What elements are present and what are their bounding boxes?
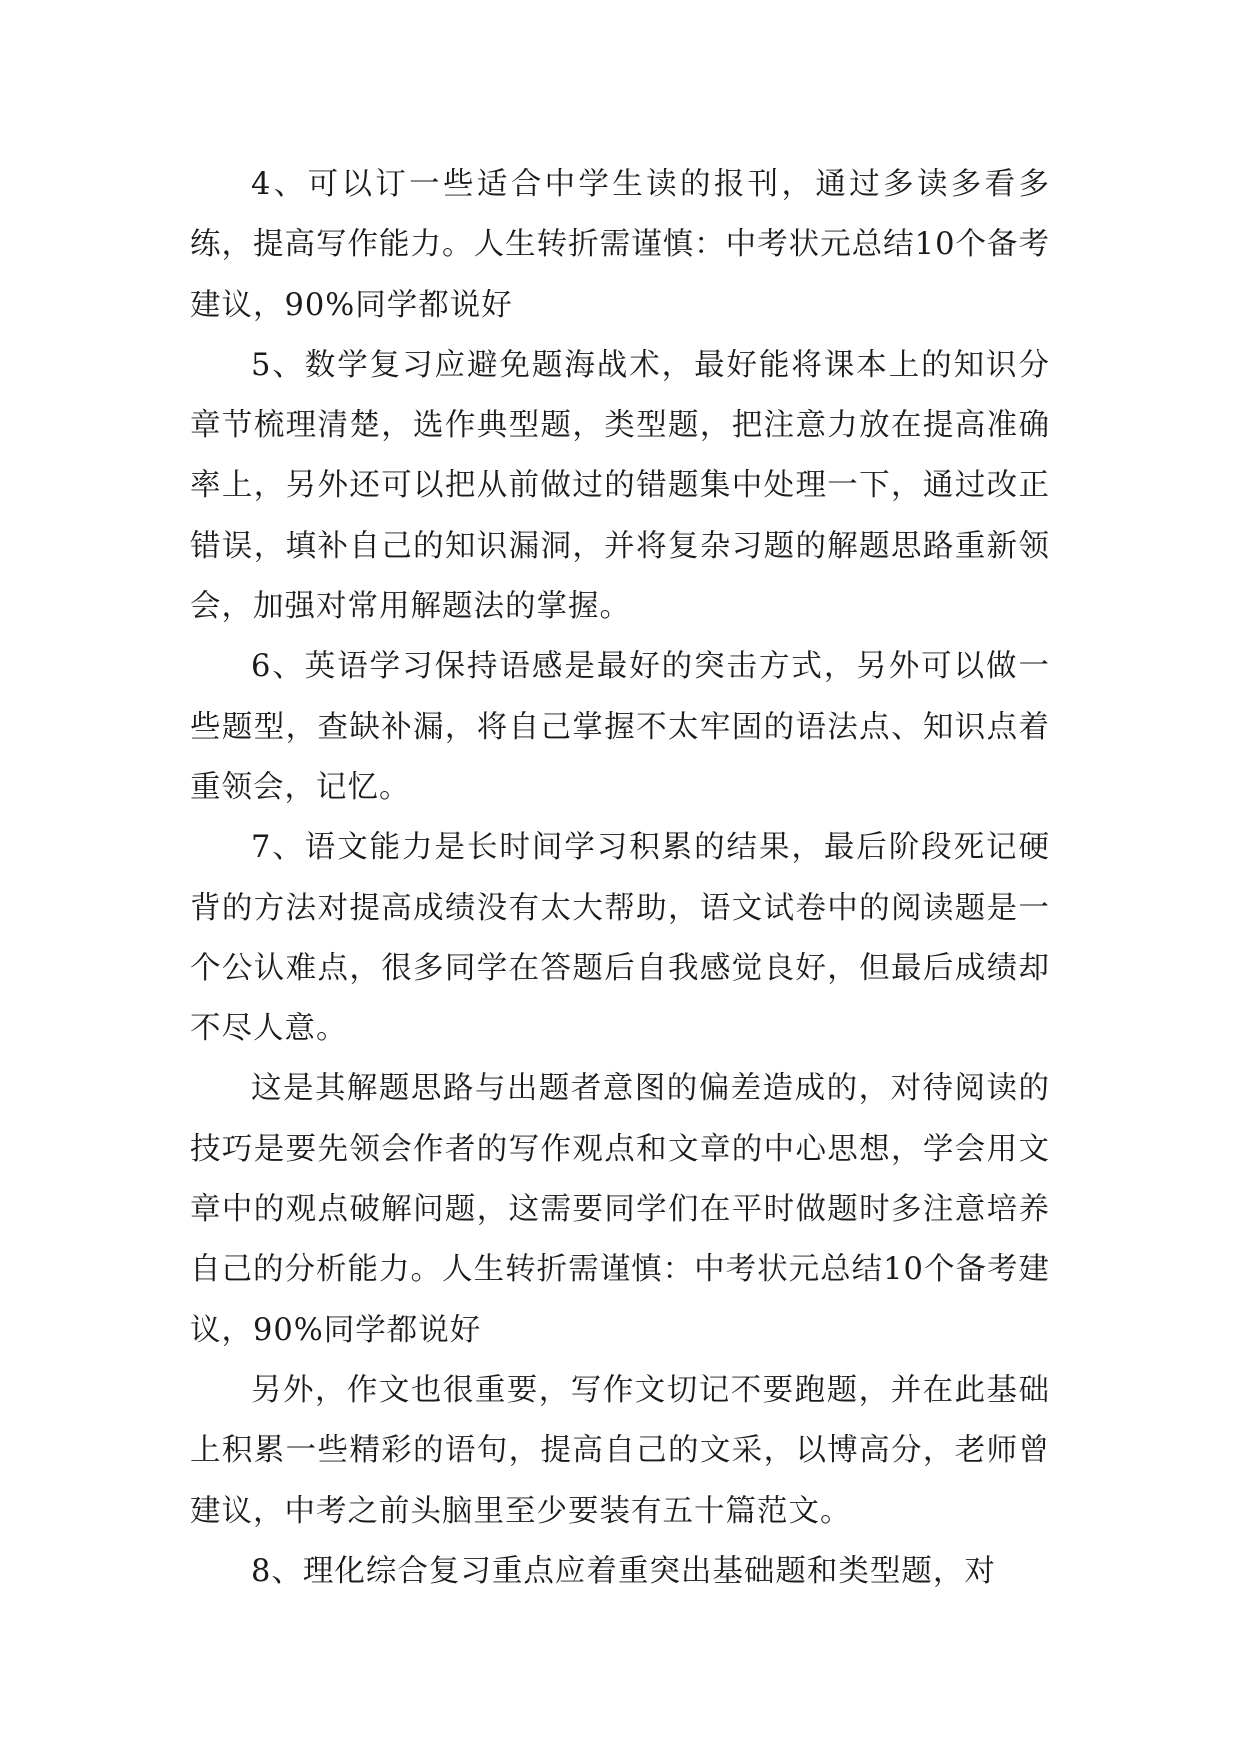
- paragraph-tip-5: 5、数学复习应避免题海战术，最好能将课本上的知识分章节梳理清楚，选作典型题，类型题，把注意力放在提高准确率上，另外还可以把从前做过的错题集中处理一下，通过改正错误，填补自己的知识漏洞，并将复杂习题的解题思路重新领会，加强对常用解题法的掌握。: [190, 347, 1050, 625]
- paragraph-tip-8: 8、理化综合复习重点应着重突出基础题和类型题，对: [251, 1553, 996, 1589]
- paragraph-tip-4: 4、可以订一些适合中学生读的报刊，通过多读多看多练，提高写作能力。人生转折需谨慎：中考状元总结10个备考建议，90%同学都说好: [190, 167, 1050, 323]
- paragraph-tip-7: 7、语文能力是长时间学习积累的结果，最后阶段死记硬背的方法对提高成绩没有太大帮助，语文试卷中的阅读题是一个公认难点，很多同学在答题后自我感觉良好，但最后成绩却不尽人意。: [190, 830, 1050, 1047]
- paragraph-composition: 另外，作文也很重要，写作文切记不要跑题，并在此基础上积累一些精彩的语句，提高自己的文采，以博高分，老师曾建议，中考之前头脑里至少要装有五十篇范文。: [190, 1372, 1050, 1529]
- paragraph-tip-6: 6、英语学习保持语感是最好的突击方式，另外可以做一些题型，查缺补漏，将自己掌握不太牢固的语法点、知识点着重领会，记忆。: [190, 649, 1050, 805]
- paragraph-reading-skills: 这是其解题思路与出题者意图的偏差造成的，对待阅读的技巧是要先领会作者的写作观点和文章的中心思想，学会用文章中的观点破解问题，这需要同学们在平时做题时多注意培养自己的分析能力。人生转折需谨慎：中考状元总结10个备考建议，90%同学都说好: [190, 1071, 1050, 1348]
- document-body: [190, 155, 1050, 1602]
